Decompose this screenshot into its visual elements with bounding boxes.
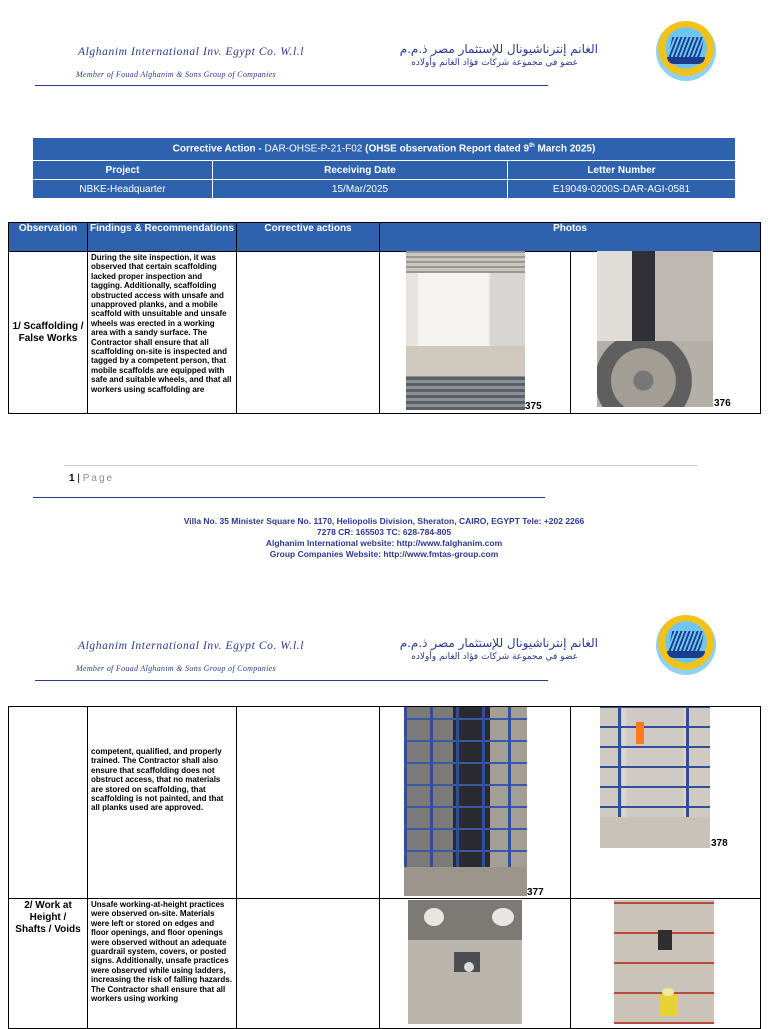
footer-divider [33, 497, 545, 498]
company-name-ar: الغانم إنترناشيونال للإستثمار مصر ذ.م.م [399, 636, 598, 650]
col-project: Project [33, 161, 213, 180]
header-photos: Photos [380, 223, 761, 252]
corrective-action-cell [237, 899, 380, 1029]
header-divider [35, 85, 548, 86]
findings-text: During the site inspection, it was observed that certain scaffolding lacked proper inspection and tagging. Additionally, scaffolding obstructed access with unsafe and unapproved planks, and a mobile scaffold with unsuitable and unsafe wheels was erected in a working area with a sandy surface. The Contractor shall ensure that all scaffolding on-site is inspected and tagged by a competent person, that mobile scaffolds are equipped with safe and suitable wheels, and that all workers using scaffolding are [91, 253, 232, 394]
doc-code: DAR-OHSE-P-21-F02 [264, 143, 363, 155]
alghanim-logo-icon [656, 615, 716, 675]
company-name-en: Alghanim International Inv. Egypt Co. W.l.l [78, 640, 305, 652]
photo-number: 378 [711, 838, 728, 849]
page1-header [0, 0, 768, 90]
header-corrective-actions: Corrective actions [237, 223, 380, 252]
page-number: 1 | Page [69, 473, 115, 484]
site-photo-shaft [408, 900, 522, 1024]
observation-label [9, 707, 88, 899]
member-line-ar: عضو في مجموعة شركات فؤاد الغانم وأولاده [411, 58, 578, 68]
letter-number-value: E19049-0200S-DAR-AGI-0581 [508, 180, 736, 199]
observation-label: 2/ Work at Height / Shafts / Voids [15, 900, 81, 935]
company-name-ar: الغانم إنترناشيونال للإستثمار مصر ذ.م.م [399, 42, 598, 56]
site-photo-376 [597, 251, 713, 407]
header-observation: Observation [9, 223, 88, 252]
photo-number: 375 [525, 401, 542, 412]
site-photo-378 [600, 707, 710, 848]
findings-text: Unsafe working-at-height practices were observed on-site. Materials were left or stored on edges and floor openings, and floor openings were observed without an adequate guardrail system, covers, or posted signs. Additionally, unsafe practices were observed while using ladders, increasing the risk of falling hazards. The Contractor shall ensure that all workers using working [91, 900, 232, 1004]
site-photo-ladder [614, 900, 714, 1024]
member-line-ar: عضو في مجموعة شركات فؤاد الغانم وأولاده [411, 652, 578, 662]
receiving-date-value: 15/Mar/2025 [213, 180, 508, 199]
project-value: NBKE-Headquarter [33, 180, 213, 199]
company-name-en: Alghanim International Inv. Egypt Co. W.l.l [78, 46, 305, 58]
page2-header [0, 594, 768, 684]
observation-label: 1/ Scaffolding / False Works [12, 320, 84, 344]
corrective-action-cell [237, 707, 380, 899]
photo-number: 377 [527, 887, 544, 898]
alghanim-logo-icon [656, 21, 716, 81]
col-receiving-date: Receiving Date [213, 161, 508, 180]
col-letter-number: Letter Number [508, 161, 736, 180]
photo-number: 376 [714, 398, 731, 409]
corrective-action-cell [237, 252, 380, 414]
corrective-action-table [32, 137, 736, 199]
site-photo-377 [404, 707, 527, 896]
corrective-action-title: Corrective Action - DAR-OHSE-P-21-F02 (OHSE observation Report dated 9th March 2025) [33, 138, 736, 161]
site-photo-375 [406, 251, 525, 410]
header-divider [35, 680, 548, 681]
footer-address: Villa No. 35 Minister Square No. 1170, Heliopolis Division, Sheraton, CAIRO, EGYPT Tele: +202 2266 7278 CR: 165503 TC: 628-784-805 Alghanim International website: http://www.falghanim.com Group Companies Website: http://www.fmtas-group.com [183, 516, 585, 559]
member-line: Member of Fouad Alghanim & Sons Group of Companies [76, 664, 276, 673]
member-line: Member of Fouad Alghanim & Sons Group of Companies [76, 70, 276, 79]
page-divider [64, 465, 698, 466]
header-findings: Findings & Recommendations [88, 223, 237, 252]
findings-text: competent, qualified, and properly trained. The Contractor shall also ensure that scaffolding does not obstruct access, that no materials are stored on scaffolding, that scaffolding is not painted, and that all planks used are approved. [91, 747, 224, 813]
